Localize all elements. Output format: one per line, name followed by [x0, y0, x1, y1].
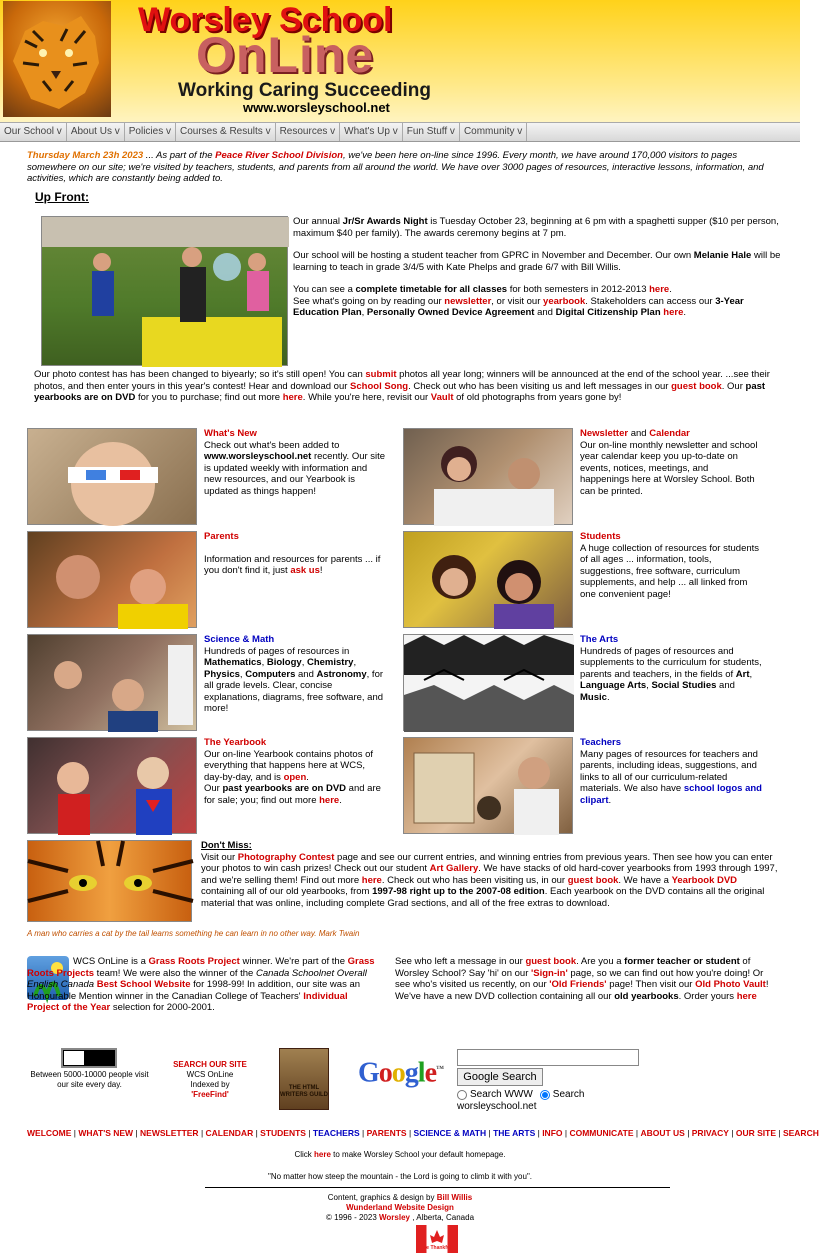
- search-our-site-link[interactable]: SEARCH OUR SITE: [173, 1060, 247, 1069]
- nav-whats-up[interactable]: What's Up v: [340, 123, 403, 141]
- yearbook-section: The Yearbook Our on-line Yearbook contains photos of everything that happens here at WCS, day-by-day, and is open. Our past yearbooks are on DVD and are for sale; you; find out more here.: [204, 737, 386, 806]
- dvd-link[interactable]: here: [282, 392, 303, 403]
- old-yearbooks-link[interactable]: here: [361, 874, 382, 886]
- newsletter-section: Newsletter and Calendar Our on-line monthly newsletter and school year calendar keep you up-to-date on events, notices, meetings, and happenings here at Worsley School. Both can be printed.: [580, 428, 758, 497]
- plans-link[interactable]: here: [663, 307, 684, 318]
- order-here-link[interactable]: here: [736, 990, 757, 1002]
- parents-section: Parents Information and resources for parents ... if you don't find it, just ask us!: [204, 531, 386, 577]
- bnav-students[interactable]: STUDENTS: [260, 1128, 306, 1138]
- arts-title[interactable]: The Arts: [580, 634, 619, 645]
- bnav-our-site[interactable]: OUR SITE: [735, 1128, 777, 1138]
- parents-title[interactable]: Parents: [204, 531, 239, 542]
- newsletter-link[interactable]: newsletter: [444, 295, 492, 307]
- dontmiss-section: Don't Miss: Visit our Photography Contest page and see our current entries, and winning entries from previous years. Then see how you can enter your photos to win cash prizes! Check out our student Art Gallery. We have stacks of old hard-cover yearbooks from 1993 through 1997, and we're selling them! Find out more here. Check out who has been visiting us, in our guest book. We have a Yearbook DVD containing all of our old yearbooks, from 1997-98 right up to the 2007-08 edition. Each yearbook on the DVD contains all the original material that was online, including complete Grad sections, and all of the free extras to download.: [201, 840, 781, 909]
- whatsnew-section: What's New Check out what's been added to www.worsleyschool.net recently. Our site is updated weekly with information and new resources, and our Yearbook is updated as things happen!: [204, 428, 386, 497]
- main-nav: [0, 122, 800, 142]
- gb-guest-book-link[interactable]: guest book: [525, 956, 577, 967]
- contest-paragraph: Our photo contest has has been changed to biyearly; so it's still open! You can submit photos all year long; winners will be announced at the end of the school year. ...see their photos, and then enter yours in this year's contest! Hear and download our School Song. Check out who has been visiting us and left messages in our guest book. Our past yearbooks are on DVD for you to purchase; find out more here. While you're here, revisit our Vault of old photographs from years gone by!: [34, 369, 770, 403]
- upfront-heading: Up Front:: [35, 190, 89, 204]
- flag-caption: Be Thankful: [422, 1245, 452, 1251]
- upfront-text: Our annual Jr/Sr Awards Night is Tuesday October 23, beginning at 6 pm with a spaghetti supper ($10 per person, maximum $40 per family). The awards ceremony begins at 7 pm. Our school will be hosting a student teacher from GPRC in November and December. Our own Melanie Hale will be learning to teach in grade 3/4/5 with Kate Phelps and grade 6/7 with Bill Willis. You can see a complete timetable for all classes for both semesters in 2012-2013 here. See what's going on by reading our newsletter, or visit our yearbook. Stakeholders can access our 3-Year Education Plan, Personally Owned Device Agreement and Digital Citizenship Plan here.: [293, 216, 781, 318]
- yearbook-open-link[interactable]: open: [283, 771, 307, 783]
- bnav-whats-new[interactable]: WHAT'S NEW: [78, 1128, 134, 1138]
- calendar-title[interactable]: Calendar: [649, 428, 690, 439]
- html-writers-guild-badge[interactable]: THE HTML WRITERS GUILD: [279, 1048, 329, 1110]
- timetable-link[interactable]: here: [649, 284, 670, 295]
- bnav-calendar[interactable]: CALENDAR: [205, 1128, 254, 1138]
- whatsnew-photo[interactable]: [27, 428, 197, 525]
- yearbook-dvd-link[interactable]: Yearbook DVD: [671, 874, 738, 886]
- students-section: Students A huge collection of resources for students of all ages ... information, tools, suggestions, free software, curriculum supplements, and help ... all linked from one convenient page!: [580, 531, 762, 600]
- bnav-search[interactable]: SEARCH: [782, 1128, 819, 1138]
- photo-contest-link[interactable]: Photography Contest: [237, 851, 335, 863]
- grass-roots-projects-link[interactable]: Grass Roots Projects: [27, 956, 375, 979]
- site-title-online: OnLine: [196, 27, 375, 83]
- nav-community[interactable]: Community v: [460, 123, 527, 141]
- bottom-nav: WELCOME | WHAT'S NEW | NEWSLETTER | CALENDAR | STUDENTS | TEACHERS | PARENTS | SCIENCE & MATH | THE ARTS | INFO | COMMUNICATE | ABOUT US | PRIVACY | OUR SITE | SEARCH: [27, 1128, 819, 1138]
- twain-quote: A man who carries a cat by the tail learns something he can learn in no other way. Mark Twain: [27, 929, 360, 938]
- science-photo[interactable]: [27, 634, 197, 731]
- students-title[interactable]: Students: [580, 531, 621, 542]
- intro-paragraph: Thursday March 23h 2023 ... As part of the Peace River School Division, we've been here on-line since 1996. Every month, we have around 170,000 visitors to pages somewhere on our site; we're visited by teachers, students, and parents from all around the world. We have over 3000 pages of resources, interactive lessons, information, and activities, which are constantly being added to.: [27, 150, 764, 184]
- canada-flag-icon: [416, 1225, 458, 1253]
- nav-courses[interactable]: Courses & Results v: [176, 123, 276, 141]
- bnav-info[interactable]: INFO: [542, 1128, 563, 1138]
- wunderland-link[interactable]: Wunderland Website Design: [346, 1203, 454, 1212]
- intro-date: Thursday March 23h 2023: [27, 150, 144, 161]
- footer-divider: [205, 1187, 670, 1188]
- newsletter-title[interactable]: Newsletter: [580, 428, 629, 439]
- bnav-the-arts[interactable]: THE ARTS: [493, 1128, 536, 1138]
- bnav-teachers[interactable]: TEACHERS: [312, 1128, 360, 1138]
- nav-fun-stuff[interactable]: Fun Stuff v: [403, 123, 460, 141]
- students-photo[interactable]: [403, 531, 573, 628]
- search-site-radio[interactable]: [540, 1090, 550, 1100]
- tiger-eyes-photo: [27, 840, 192, 922]
- search-site-block: SEARCH OUR SITE WCS OnLine Indexed by 'FreeFind': [165, 1060, 255, 1100]
- school-song-link[interactable]: School Song: [350, 380, 409, 392]
- bnav-about-us[interactable]: ABOUT US: [640, 1128, 685, 1138]
- logos-clipart-link[interactable]: school logos and clipart: [580, 783, 762, 806]
- site-header: [0, 0, 800, 122]
- upfront-photo: [41, 216, 288, 366]
- nav-resources[interactable]: Resources v: [276, 123, 341, 141]
- parents-photo[interactable]: [27, 531, 197, 628]
- bnav-communicate[interactable]: COMMUNICATE: [569, 1128, 634, 1138]
- individual-project-link[interactable]: Individual Project of the Year: [27, 990, 348, 1013]
- science-title[interactable]: Science & Math: [204, 634, 275, 645]
- google-logo: Google™: [358, 1057, 443, 1089]
- grassroots-section: WCS OnLine is a Grass Roots Project winner. We're part of the Grass Roots Projects team! We were also the winner of the Canada Schoolnet Overall English Canada Best School Website for 1998-99! In addition, our site was an Honourable Mention winner in the Canadian College of Teachers' Individual Project of the Year selection for 2000-2001.: [27, 956, 375, 1013]
- search-site-domain: worsleyschool.net: [457, 1101, 537, 1112]
- grass-roots-project-link[interactable]: Grass Roots Project: [148, 956, 240, 967]
- teachers-photo[interactable]: [403, 737, 573, 834]
- nav-about-us[interactable]: About Us v: [67, 123, 125, 141]
- make-homepage-link[interactable]: here: [314, 1150, 331, 1159]
- old-photo-vault-link[interactable]: Old Photo Vault: [695, 979, 766, 990]
- google-search-button[interactable]: Google Search: [457, 1068, 543, 1086]
- author-link[interactable]: Bill Willis: [436, 1193, 473, 1202]
- bnav-parents[interactable]: PARENTS: [366, 1128, 407, 1138]
- bnav-welcome[interactable]: WELCOME: [27, 1128, 72, 1138]
- teachers-title[interactable]: Teachers: [580, 737, 622, 748]
- yearbook-title[interactable]: The Yearbook: [204, 737, 267, 748]
- bnav-science-math[interactable]: SCIENCE & MATH: [413, 1128, 487, 1138]
- freefind-link[interactable]: 'FreeFind': [191, 1090, 229, 1099]
- yearbook-here-link[interactable]: here: [319, 794, 340, 806]
- art-gallery-link[interactable]: Art Gallery: [429, 863, 479, 874]
- arts-photo[interactable]: [403, 634, 573, 731]
- vault-link[interactable]: Vault: [430, 392, 454, 403]
- bnav-privacy[interactable]: PRIVACY: [691, 1128, 729, 1138]
- ask-us-link[interactable]: ask us: [290, 565, 320, 576]
- site-title: Worsley School: [138, 1, 393, 39]
- yearbook-link[interactable]: yearbook: [543, 295, 586, 307]
- tiger-logo[interactable]: [3, 1, 111, 117]
- arts-section: The Arts Hundreds of pages of resources and supplements to the curriculum for students, parents and teachers, in the fields of Art, Language Arts, Social Studies and Music.: [580, 634, 762, 703]
- dontmiss-guest-book-link[interactable]: guest book: [567, 874, 619, 886]
- visitor-counter: [61, 1048, 117, 1068]
- homepage-line: Click here to make Worsley School your default homepage.: [294, 1150, 506, 1159]
- yearbook-photo[interactable]: [27, 737, 197, 834]
- nav-policies[interactable]: Policies v: [125, 123, 176, 141]
- footer-credits: Content, graphics & design by Bill Willis Wunderland Website Design © 1996 - 2023 Worsley , Alberta, Canada: [0, 1193, 800, 1223]
- whatsnew-title[interactable]: What's New: [204, 428, 257, 439]
- counter-image-icon: [64, 1051, 84, 1065]
- bnav-newsletter[interactable]: NEWSLETTER: [140, 1128, 199, 1138]
- submit-link[interactable]: submit: [365, 369, 397, 380]
- dontmiss-title: Don't Miss:: [201, 840, 252, 851]
- nav-our-school[interactable]: Our School v: [0, 123, 67, 141]
- worsley-link[interactable]: Worsley: [379, 1213, 410, 1222]
- google-search-input[interactable]: [457, 1049, 639, 1066]
- counter-text: Between 5000-10000 people visit our site every day.: [30, 1070, 149, 1089]
- division-link[interactable]: Peace River School Division: [215, 150, 343, 161]
- site-url: www.worsleyschool.net: [243, 100, 390, 115]
- best-school-website-link[interactable]: Best School Website: [96, 979, 191, 990]
- guest-book-link[interactable]: guest book: [671, 380, 722, 392]
- site-tagline: Working Caring Succeeding: [178, 80, 432, 101]
- search-options: Search WWW Search: [457, 1089, 584, 1101]
- guestbook-section: See who left a message in our guest book. Are you a former teacher or student of Worsley School? Say 'hi' on our 'Sign-in' page, so we can find out how you're doing! Or see who's visited us recently, on our 'Old Friends' page! Then visit our Old Photo Vault! We've have a new DVD collection containing all our old yearbooks. Order yours here: [395, 956, 769, 1002]
- footer-motto: "No matter how steep the mountain - the Lord is going to climb it with you".: [267, 1172, 533, 1181]
- teachers-section: Teachers Many pages of resources for teachers and parents, including ideas, suggestions, and links to all of our curriculum-related materials. We also have school logos and clipart.: [580, 737, 762, 806]
- sign-in-link[interactable]: 'Sign-in': [531, 967, 568, 979]
- newsletter-photo[interactable]: [403, 428, 573, 525]
- search-www-radio[interactable]: [457, 1090, 467, 1100]
- old-friends-link[interactable]: 'Old Friends': [549, 979, 607, 990]
- science-section: Science & Math Hundreds of pages of resources in Mathematics, Biology, Chemistry, Physics, Computers and Astronomy, for all grade levels. Clear, concise explanations, diagrams, free software, and more!: [204, 634, 386, 715]
